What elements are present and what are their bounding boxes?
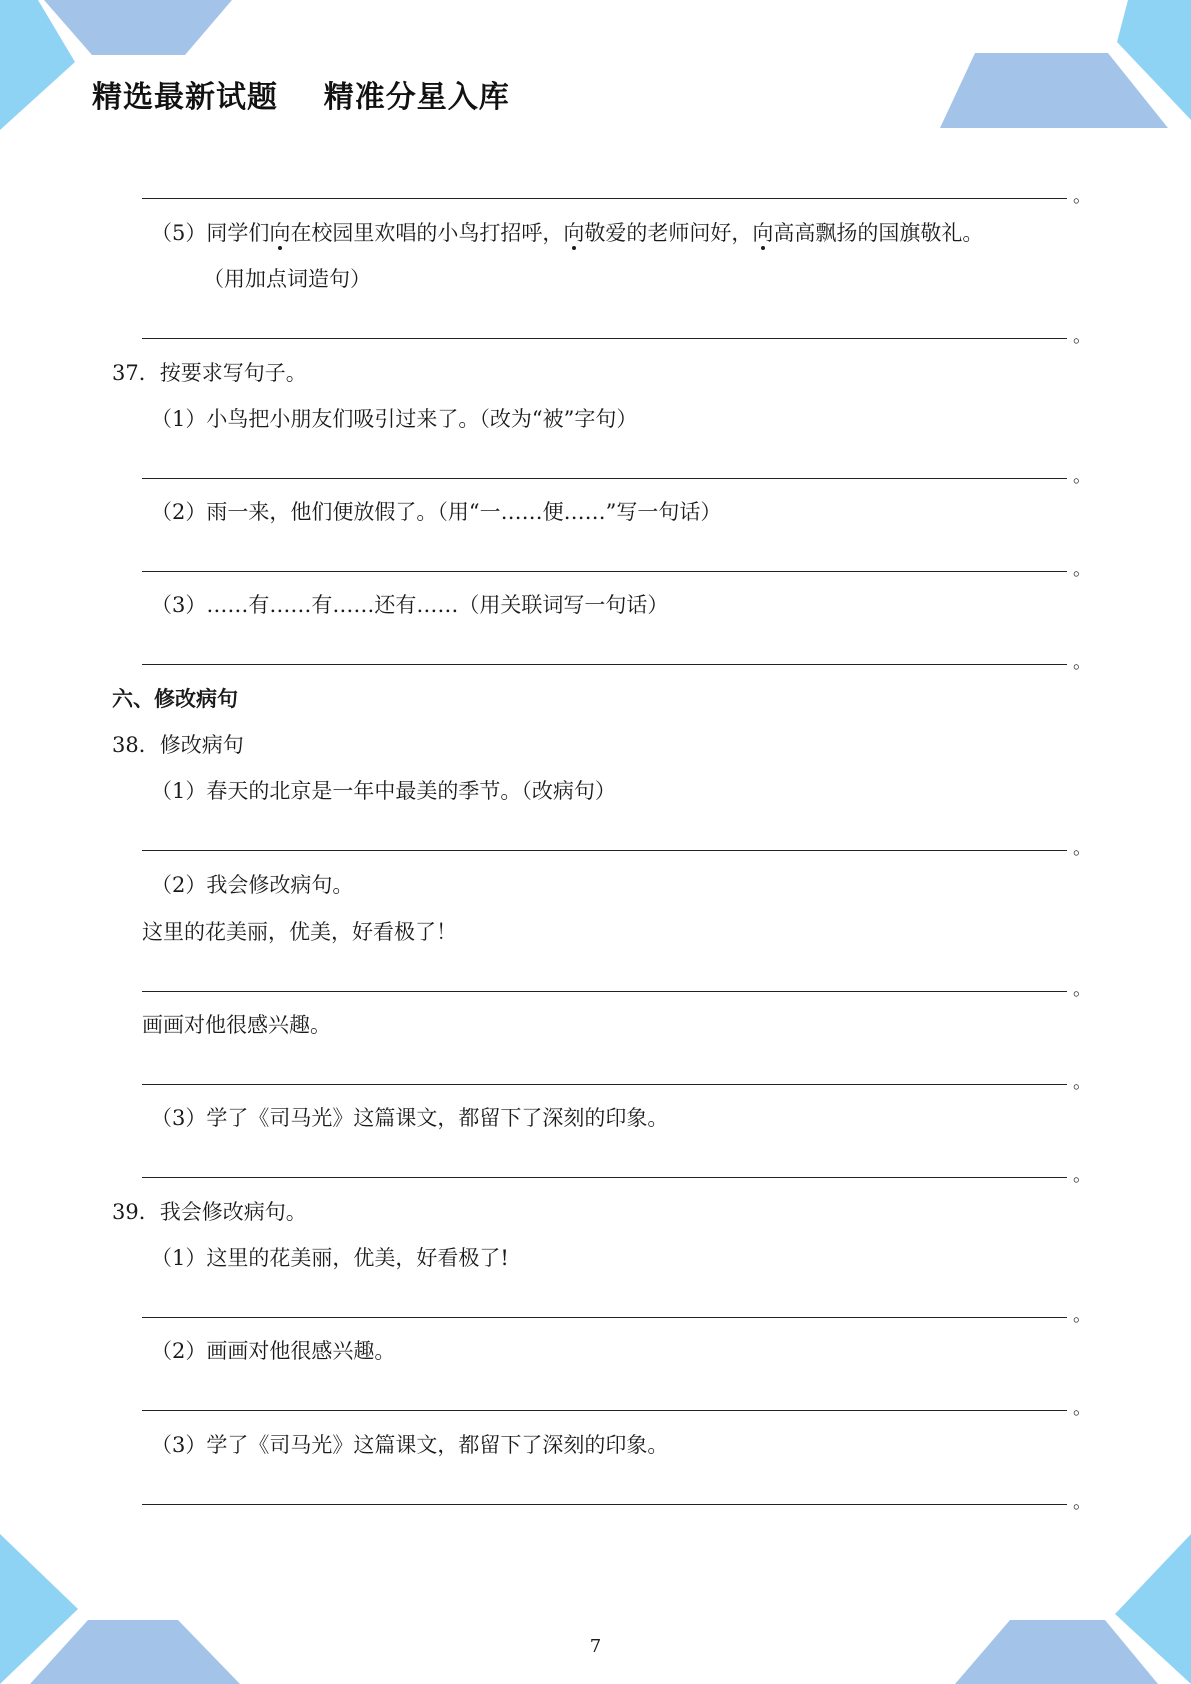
answer-line[interactable]: 。	[142, 1384, 1067, 1411]
answer-line[interactable]: 。	[142, 1291, 1067, 1318]
question-38-1: （1）春天的北京是一年中最美的季节。（改病句）	[151, 779, 616, 803]
answer-line[interactable]: 。	[142, 1058, 1067, 1085]
question-36-5: （5）同学们向在校园里欢唱的小鸟打招呼，向敬爱的老师问好，向高高飘扬的国旗敬礼。	[151, 221, 984, 245]
question-37-3: （3）……有……有……还有……（用关联词写一句话）	[151, 593, 669, 617]
question-38-2: （2）我会修改病句。	[151, 873, 354, 897]
header-decoration	[0, 0, 1191, 140]
section-title: 六、修改病句	[112, 687, 238, 711]
answer-line[interactable]: 。	[142, 172, 1067, 199]
page-number: 7	[589, 1636, 602, 1657]
dotted-word: 向	[752, 221, 774, 245]
question-38-2-sentence-b: 画画对他很感兴趣。	[142, 1013, 331, 1037]
answer-line[interactable]: 。	[142, 312, 1067, 339]
question-39-title: 39．我会修改病句。	[112, 1200, 307, 1224]
question-37-2: （2）雨一来，他们便放假了。（用“一……便……”写一句话）	[151, 500, 722, 524]
answer-line[interactable]: 。	[142, 824, 1067, 851]
header-title: 精选最新试题 精准分星入库	[92, 80, 510, 115]
question-39-3: （3）学了《司马光》这篇课文，都留下了深刻的印象。	[151, 1433, 669, 1457]
question-38-title: 38．修改病句	[112, 733, 244, 757]
question-37-title: 37．按要求写句子。	[112, 361, 307, 385]
question-36-5-note: （用加点词造句）	[203, 267, 371, 291]
question-37-1: （1）小鸟把小朋友们吸引过来了。（改为“被”字句）	[151, 407, 638, 431]
answer-line[interactable]: 。	[142, 545, 1067, 572]
dotted-word: 向	[563, 221, 585, 245]
answer-line[interactable]: 。	[142, 1151, 1067, 1178]
question-38-3: （3）学了《司马光》这篇课文，都留下了深刻的印象。	[151, 1106, 669, 1130]
answer-line[interactable]: 。	[142, 638, 1067, 665]
dotted-word: 向	[269, 221, 291, 245]
footer-decoration	[0, 1534, 1191, 1684]
answer-line[interactable]: 。	[142, 965, 1067, 992]
question-39-1: （1）这里的花美丽，优美，好看极了!	[151, 1246, 509, 1270]
answer-line[interactable]: 。	[142, 452, 1067, 479]
question-38-2-sentence-a: 这里的花美丽，优美，好看极了！	[142, 920, 457, 944]
answer-line[interactable]: 。	[142, 1478, 1067, 1505]
question-39-2: （2）画画对他很感兴趣。	[151, 1339, 396, 1363]
